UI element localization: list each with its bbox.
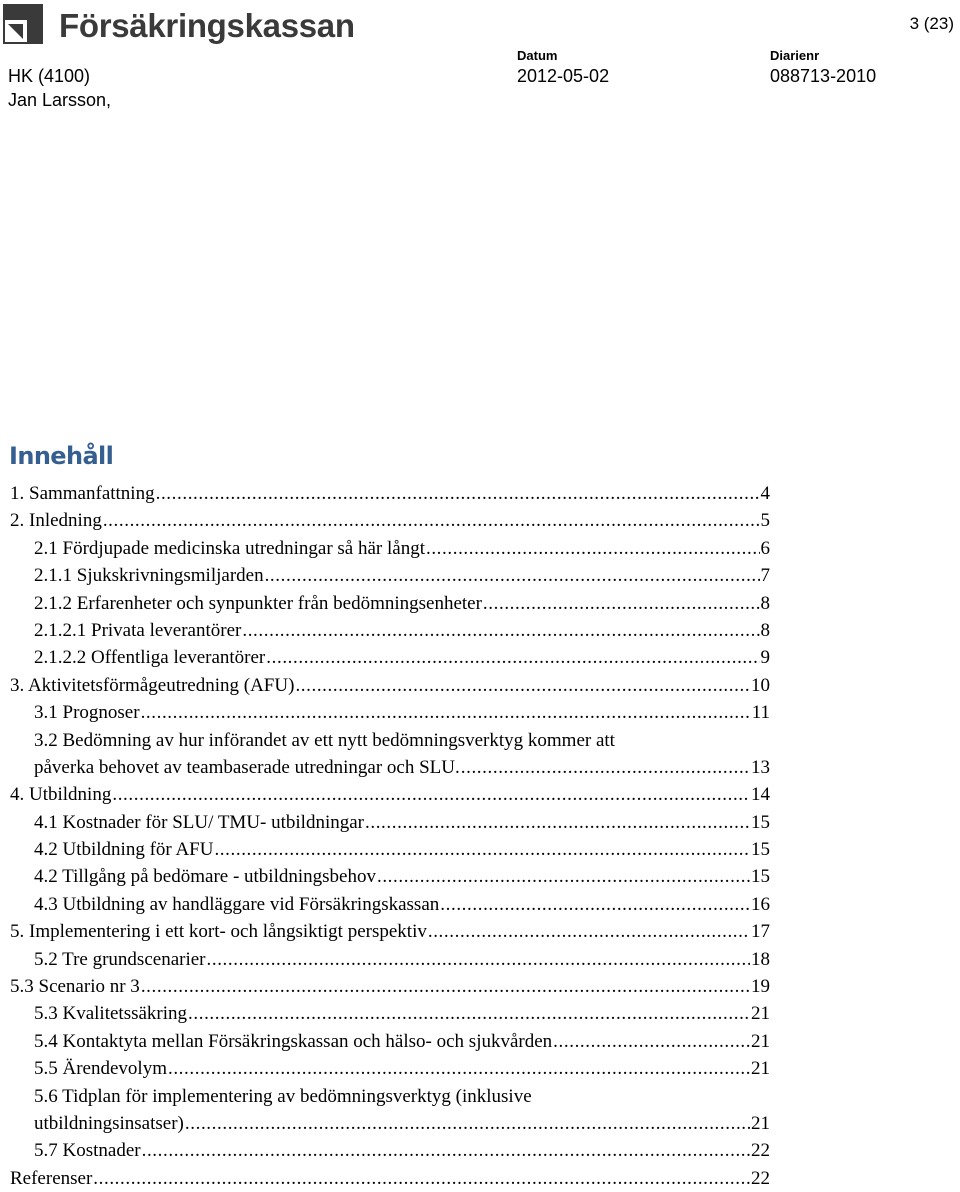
toc-entry-page: 6 bbox=[760, 537, 770, 559]
toc-leader-dots bbox=[93, 1165, 750, 1192]
toc-entry-title: 4.2 Tillgång på bedömare - utbildningsbehov bbox=[34, 866, 376, 888]
logo bbox=[3, 2, 355, 46]
toc-entry-page: 21 bbox=[751, 1112, 770, 1134]
toc-heading: Innehåll bbox=[9, 442, 114, 470]
toc-entry[interactable] bbox=[0, 1000, 770, 1027]
toc-entry[interactable] bbox=[0, 617, 770, 644]
toc-entry-page: 21 bbox=[751, 1003, 770, 1025]
author-name: Jan Larsson, bbox=[8, 90, 112, 110]
toc-leader-dots bbox=[377, 863, 750, 890]
toc-entry-title: 4. Utbildning bbox=[10, 784, 112, 806]
toc-leader-dots bbox=[242, 617, 759, 644]
toc-entry-page: 4 bbox=[760, 483, 770, 504]
toc-leader-dots bbox=[426, 535, 760, 562]
toc-entry[interactable] bbox=[0, 590, 770, 617]
toc-entry[interactable] bbox=[0, 781, 770, 808]
toc-entry[interactable] bbox=[0, 672, 770, 699]
unit-code: HK (4100) bbox=[8, 66, 91, 86]
toc-entry-title: 2. Inledning bbox=[10, 510, 102, 532]
toc-leader-dots bbox=[142, 1137, 750, 1164]
toc-entry-title: 5.3 Kvalitetssäkring bbox=[34, 1003, 188, 1025]
diary-label: Diarienr bbox=[770, 48, 820, 63]
toc-entry[interactable] bbox=[0, 727, 770, 782]
toc-leader-dots bbox=[185, 1110, 750, 1137]
toc-entry-page: 8 bbox=[760, 619, 770, 641]
toc-entry[interactable] bbox=[0, 1055, 770, 1082]
toc-entry-title: 5.3 Scenario nr 3 bbox=[10, 976, 140, 998]
toc-entry-line bbox=[34, 1110, 770, 1137]
toc-entry[interactable] bbox=[0, 699, 770, 726]
toc-entry-title: 4.3 Utbildning av handläggare vid Försäkringskassan bbox=[34, 893, 440, 915]
toc-entry-title: 3. Aktivitetsförmågeutredning (AFU) bbox=[10, 674, 295, 696]
toc-entry-page: 11 bbox=[751, 702, 770, 724]
toc-entry[interactable] bbox=[0, 946, 770, 973]
toc-leader-dots bbox=[265, 562, 760, 589]
toc-entry-title: 2.1.2 Erfarenheter och synpunkter från bedömningsenheter bbox=[34, 592, 482, 614]
toc-leader-dots bbox=[156, 480, 760, 507]
toc-leader-dots bbox=[483, 590, 760, 617]
logo-text: Försäkringskassan bbox=[59, 7, 355, 44]
toc-entry-title: 3.1 Prognoser bbox=[34, 702, 140, 724]
toc-entry-title: 1. Sammanfattning bbox=[10, 483, 155, 504]
toc-entry-page: 14 bbox=[751, 784, 770, 806]
toc-entry-page: 22 bbox=[751, 1167, 770, 1189]
toc-leader-dots bbox=[141, 973, 750, 1000]
toc-entry[interactable] bbox=[0, 973, 770, 1000]
forsakringskassan-logo-icon bbox=[3, 4, 43, 44]
toc-entry[interactable] bbox=[0, 535, 770, 562]
toc-entry-page: 15 bbox=[751, 839, 770, 861]
toc-entry[interactable] bbox=[0, 1083, 770, 1138]
toc-entry[interactable] bbox=[0, 891, 770, 918]
toc-entry-title: 2.1.2.2 Offentliga leverantörer bbox=[34, 647, 266, 669]
toc-entry-title: 2.1.1 Sjukskrivningsmiljarden bbox=[34, 565, 264, 587]
toc-entry-page: 9 bbox=[760, 647, 770, 669]
date-value: 2012-05-02 bbox=[517, 66, 610, 86]
toc-entry[interactable] bbox=[0, 1028, 770, 1055]
toc-entry[interactable] bbox=[0, 1165, 770, 1192]
toc-entry-page: 21 bbox=[751, 1058, 770, 1080]
toc-entry-title: 4.1 Kostnader för SLU/ TMU- utbildningar bbox=[34, 811, 364, 833]
toc-entry-title-continued: påverka behovet av teambaserade utredningar och SLU. bbox=[34, 756, 460, 778]
toc-leader-dots bbox=[103, 507, 760, 534]
page-number: 3 (23) bbox=[909, 14, 954, 33]
toc-entry-title: 5.6 Tidplan för implementering av bedömningsverktyg (inklusive bbox=[34, 1085, 532, 1107]
toc-entry-title: 5.2 Tre grundscenarier bbox=[34, 948, 206, 970]
toc-leader-dots bbox=[553, 1028, 750, 1055]
toc-entry-title: 5. Implementering i ett kort- och långsiktigt perspektiv bbox=[10, 921, 427, 943]
toc-entry-title: 5.4 Kontaktyta mellan Försäkringskassan och hälso- och sjukvården bbox=[34, 1030, 553, 1052]
toc-leader-dots bbox=[461, 754, 750, 781]
toc-leader-dots bbox=[365, 809, 750, 836]
toc-entry-title: 4.2 Utbildning för AFU bbox=[34, 839, 214, 861]
toc-entry-title: 3.2 Bedömning av hur införandet av ett nytt bedömningsverktyg kommer att bbox=[34, 729, 615, 751]
toc-entry[interactable] bbox=[0, 644, 770, 671]
toc-entry-page: 18 bbox=[751, 948, 770, 970]
diary-value: 088713-2010 bbox=[770, 66, 877, 86]
toc-entry-title: 5.5 Ärendevolym bbox=[34, 1058, 167, 1080]
toc-leader-dots bbox=[440, 891, 750, 918]
toc-entry-page: 19 bbox=[751, 976, 770, 998]
toc-leader-dots bbox=[295, 672, 750, 699]
toc-entry-page: 21 bbox=[751, 1030, 770, 1052]
toc-entry[interactable] bbox=[0, 507, 770, 534]
toc-entry-title: 2.1.2.1 Privata leverantörer bbox=[34, 619, 242, 641]
toc-leader-dots bbox=[141, 699, 751, 726]
toc-entry[interactable] bbox=[0, 836, 770, 863]
toc-entry-line bbox=[34, 754, 770, 781]
toc-entry-page: 22 bbox=[751, 1140, 770, 1162]
toc-entry-page: 17 bbox=[751, 921, 770, 943]
toc-leader-dots bbox=[428, 918, 750, 945]
toc-entry-title: 5.7 Kostnader bbox=[34, 1140, 141, 1162]
toc-leader-dots bbox=[168, 1055, 750, 1082]
toc-leader-dots bbox=[266, 644, 759, 671]
toc-entry-title: 2.1 Fördjupade medicinska utredningar så här långt bbox=[34, 537, 425, 559]
toc-entry[interactable] bbox=[0, 480, 770, 507]
date-label: Datum bbox=[517, 48, 558, 63]
toc-entry[interactable] bbox=[0, 863, 770, 890]
toc-leader-dots bbox=[207, 946, 751, 973]
toc-leader-dots bbox=[214, 836, 750, 863]
toc-entry-page: 16 bbox=[751, 893, 770, 915]
toc-entry-title-continued: utbildningsinsatser) bbox=[34, 1112, 184, 1134]
toc-entry-page: 15 bbox=[751, 811, 770, 833]
toc-entry-page: 5 bbox=[760, 510, 770, 532]
toc-entry-title: Referenser bbox=[10, 1167, 93, 1189]
table-of-contents bbox=[0, 480, 770, 1192]
toc-leader-dots bbox=[188, 1000, 750, 1027]
toc-entry[interactable] bbox=[0, 1137, 770, 1164]
toc-entry[interactable] bbox=[0, 562, 770, 589]
toc-entry-page: 10 bbox=[751, 674, 770, 696]
toc-entry-page: 13 bbox=[751, 756, 770, 778]
toc-entry[interactable] bbox=[0, 809, 770, 836]
toc-entry[interactable] bbox=[0, 918, 770, 945]
toc-leader-dots bbox=[112, 781, 750, 808]
toc-entry-page: 8 bbox=[760, 592, 770, 614]
toc-entry-page: 15 bbox=[751, 866, 770, 888]
toc-entry-page: 7 bbox=[760, 565, 770, 587]
